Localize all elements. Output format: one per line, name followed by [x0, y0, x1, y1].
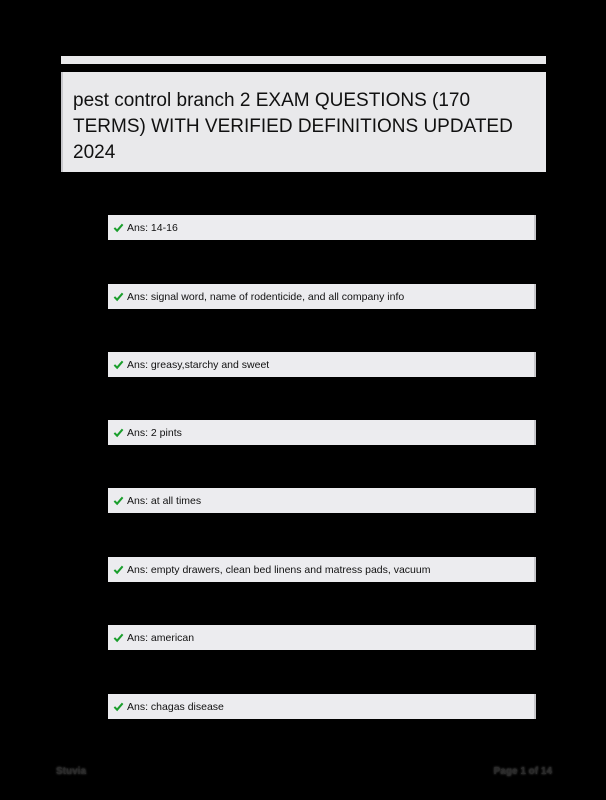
check-icon	[113, 359, 124, 370]
check-icon	[113, 701, 124, 712]
answer-text: Ans: 14-16	[127, 221, 178, 234]
check-icon	[113, 495, 124, 506]
answer-text: Ans: american	[127, 631, 195, 644]
answer-row	[108, 352, 536, 377]
check-icon	[113, 427, 124, 438]
title-box	[61, 72, 546, 172]
check-icon	[113, 222, 124, 233]
answer-text: Ans: chagas disease	[127, 700, 224, 713]
answer-row	[108, 625, 536, 650]
answer-text: Ans: empty drawers, clean bed linens and matress pads, vacuum	[127, 563, 431, 576]
answer-row	[108, 420, 536, 445]
answer-row	[108, 557, 536, 582]
check-icon	[113, 632, 124, 643]
answer-text: Ans: 2 pints	[127, 426, 182, 439]
answer-row	[108, 215, 536, 240]
answer-row	[108, 694, 536, 719]
answer-row	[108, 488, 536, 513]
check-icon	[113, 564, 124, 575]
check-icon	[113, 291, 124, 302]
footer-brand: Stuvia	[56, 766, 87, 777]
answer-text: Ans: at all times	[127, 494, 202, 507]
answer-text: Ans: greasy,starchy and sweet	[127, 358, 270, 371]
document-title: pest control branch 2 EXAM QUESTIONS (170 TERMS) WITH VERIFIED DEFINITIONS UPDATED 2024	[73, 90, 513, 163]
top-divider-bar	[61, 56, 546, 64]
answer-row	[108, 284, 536, 309]
answer-text: Ans: signal word, name of rodenticide, and all company info	[127, 290, 405, 303]
footer-page-number: Page 1 of 14	[493, 766, 552, 777]
